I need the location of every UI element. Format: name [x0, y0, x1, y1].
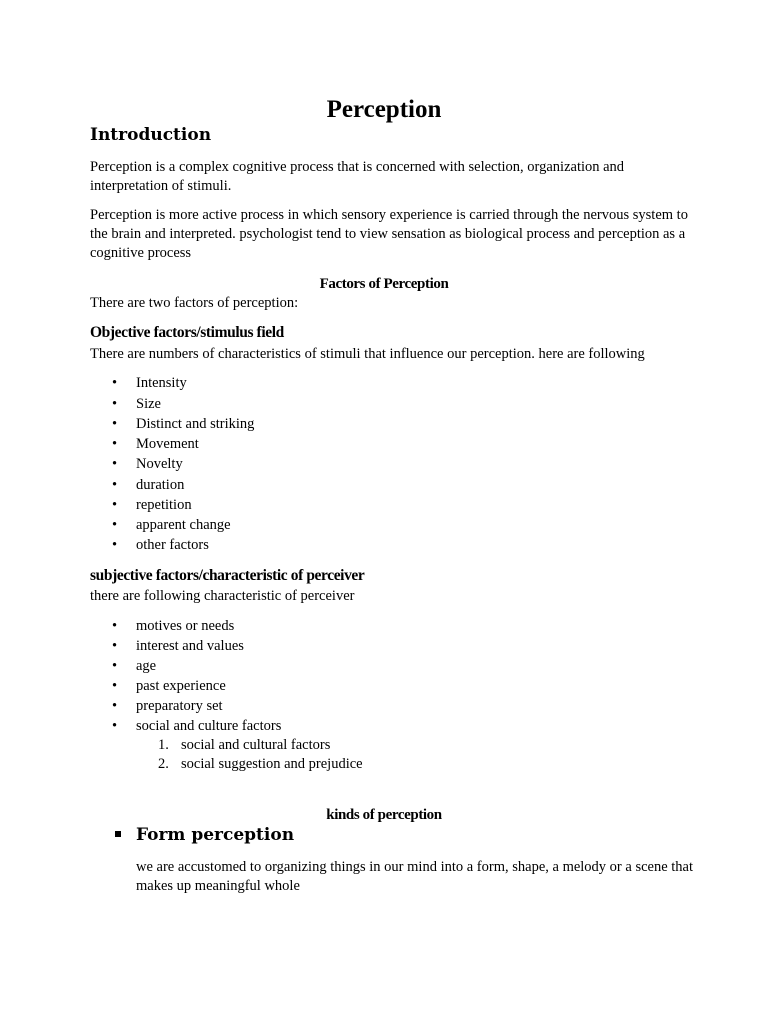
bullet-icon: • — [112, 658, 118, 674]
intro-paragraph-1: Perception is a complex cognitive process that is concerned with selection, organization and interpretation of stimuli. — [90, 159, 625, 194]
sub-list-number: 1. — [158, 737, 169, 753]
sub-list-number: 2. — [158, 756, 169, 772]
bullet-icon: • — [112, 497, 118, 513]
bullet-icon: • — [112, 698, 118, 714]
objective-factors-intro: There are numbers of characteristics of stimuli that influence our perception. here are following — [90, 346, 645, 362]
bullet-icon: • — [112, 456, 118, 472]
list-item: apparent change — [136, 517, 231, 533]
factors-heading: Factors of Perception — [319, 276, 449, 292]
subjective-factors-intro: there are following characteristic of perceiver — [90, 588, 355, 604]
factors-intro: There are two factors of perception: — [90, 295, 299, 311]
bullet-icon: • — [112, 618, 118, 634]
bullet-icon: • — [112, 718, 118, 734]
list-item: repetition — [136, 497, 192, 513]
form-perception-heading: Form perception — [136, 825, 295, 845]
list-item: past experience — [136, 678, 226, 694]
sub-list-item: social and cultural factors — [181, 737, 331, 753]
bullet-icon: • — [112, 416, 118, 432]
bullet-icon: • — [112, 517, 118, 533]
introduction-heading: Introduction — [90, 125, 212, 145]
bullet-icon: • — [112, 638, 118, 654]
list-item: duration — [136, 477, 185, 493]
form-perception-text: we are accustomed to organizing things in our mind into a form, shape, a melody or a scene that makes up meaningful whole — [136, 859, 694, 894]
kinds-heading: kinds of perception — [326, 807, 442, 823]
list-item: age — [136, 658, 157, 674]
list-item: Movement — [136, 436, 199, 452]
list-item: social and culture factors — [136, 718, 282, 734]
bullet-icon: • — [112, 436, 118, 452]
list-item: Intensity — [136, 375, 187, 391]
subjective-factors-heading: subjective factors/characteristic of perceiver — [90, 567, 365, 584]
list-item: Distinct and striking — [136, 416, 255, 432]
sub-list-item: social suggestion and prejudice — [181, 756, 363, 772]
list-item: Novelty — [136, 456, 183, 472]
bullet-icon: • — [112, 678, 118, 694]
list-item: motives or needs — [136, 618, 235, 634]
list-item: other factors — [136, 537, 209, 553]
objective-factors-heading: Objective factors/stimulus field — [90, 324, 284, 341]
bullet-icon: • — [112, 375, 118, 391]
bullet-icon: • — [112, 396, 118, 412]
list-item: preparatory set — [136, 698, 223, 714]
square-bullet-icon — [115, 831, 121, 837]
bullet-icon: • — [112, 537, 118, 553]
list-item: interest and values — [136, 638, 244, 654]
bullet-icon: • — [112, 477, 118, 493]
page-title: Perception — [326, 96, 442, 123]
intro-paragraph-2: Perception is more active process in which sensory experience is carried through the nervous system to the brain and interpreted. psychologist tend to view sensation as biological process and perception as a cognitive process — [90, 207, 688, 261]
list-item: Size — [136, 396, 161, 412]
